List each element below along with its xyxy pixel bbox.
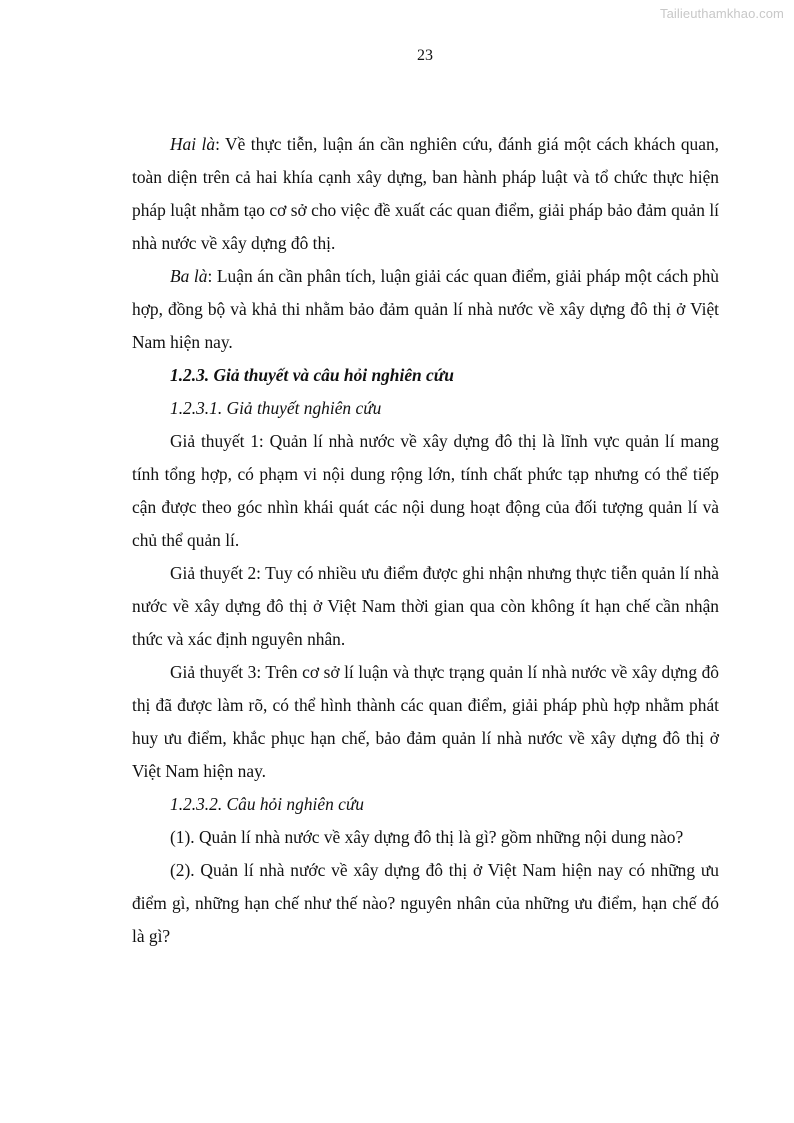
watermark: Tailieuthamkhao.com bbox=[659, 6, 784, 21]
hypothesis-1: Giả thuyết 1: Quản lí nhà nước về xây dựng đô thị là lĩnh vực quản lí mang tính tổng hợp, có phạm vi nội dung rộng lớn, tính chất phức tạp nhưng có thể tiếp cận được theo góc nhìn khái quát các nội dung hoạt động của đối tượng quản lí và chủ thể quản lí. bbox=[132, 431, 719, 550]
section-heading: 1.2.3. Giả thuyết và câu hỏi nghiên cứu bbox=[170, 365, 454, 385]
paragraph-lead: Ba là bbox=[170, 266, 208, 286]
research-question-2: (2). Quản lí nhà nước về xây dựng đô thị ở Việt Nam hiện nay có những ưu điểm gì, những hạn chế như thế nào? nguyên nhân của những ưu điểm, hạn chế đó là gì? bbox=[132, 860, 719, 946]
subsection-heading-questions: 1.2.3.2. Câu hỏi nghiên cứu bbox=[170, 794, 365, 814]
paragraph-lead: Hai là bbox=[170, 134, 216, 154]
paragraph-text: : Luận án cần phân tích, luận giải các quan điểm, giải pháp một cách phù hợp, đồng bộ và khả thi nhằm bảo đảm quản lí nhà nước về xây dựng đô thị ở Việt Nam hiện nay. bbox=[132, 266, 719, 352]
hypothesis-3: Giả thuyết 3: Trên cơ sở lí luận và thực trạng quản lí nhà nước về xây dựng đô thị đã được làm rõ, có thể hình thành các quan điểm, giải pháp phù hợp nhằm phát huy ưu điểm, khắc phục hạn chế, bảo đảm quản lí nhà nước về xây dựng đô thị ở Việt Nam hiện nay. bbox=[132, 662, 719, 781]
subsection-heading-hypotheses: 1.2.3.1. Giả thuyết nghiên cứu bbox=[170, 398, 382, 418]
document-body bbox=[132, 128, 719, 953]
paragraph-text: : Về thực tiễn, luận án cần nghiên cứu, đánh giá một cách khách quan, toàn diện trên cả hai khía cạnh xây dựng, ban hành pháp luật và tổ chức thực hiện pháp luật nhằm tạo cơ sở cho việc đề xuất các quan điểm, giải pháp bảo đảm quản lí nhà nước về xây dựng đô thị. bbox=[132, 134, 719, 253]
paragraph-ba-la bbox=[132, 260, 719, 359]
page-number: 23 bbox=[417, 47, 433, 64]
hypothesis-2: Giả thuyết 2: Tuy có nhiều ưu điểm được ghi nhận nhưng thực tiễn quản lí nhà nước về xây dựng đô thị ở Việt Nam thời gian qua còn không ít hạn chế cần nhận thức và xác định nguyên nhân. bbox=[132, 563, 719, 649]
research-question-1: (1). Quản lí nhà nước về xây dựng đô thị là gì? gồm những nội dung nào? bbox=[170, 827, 684, 847]
paragraph-hai-la bbox=[132, 128, 719, 260]
